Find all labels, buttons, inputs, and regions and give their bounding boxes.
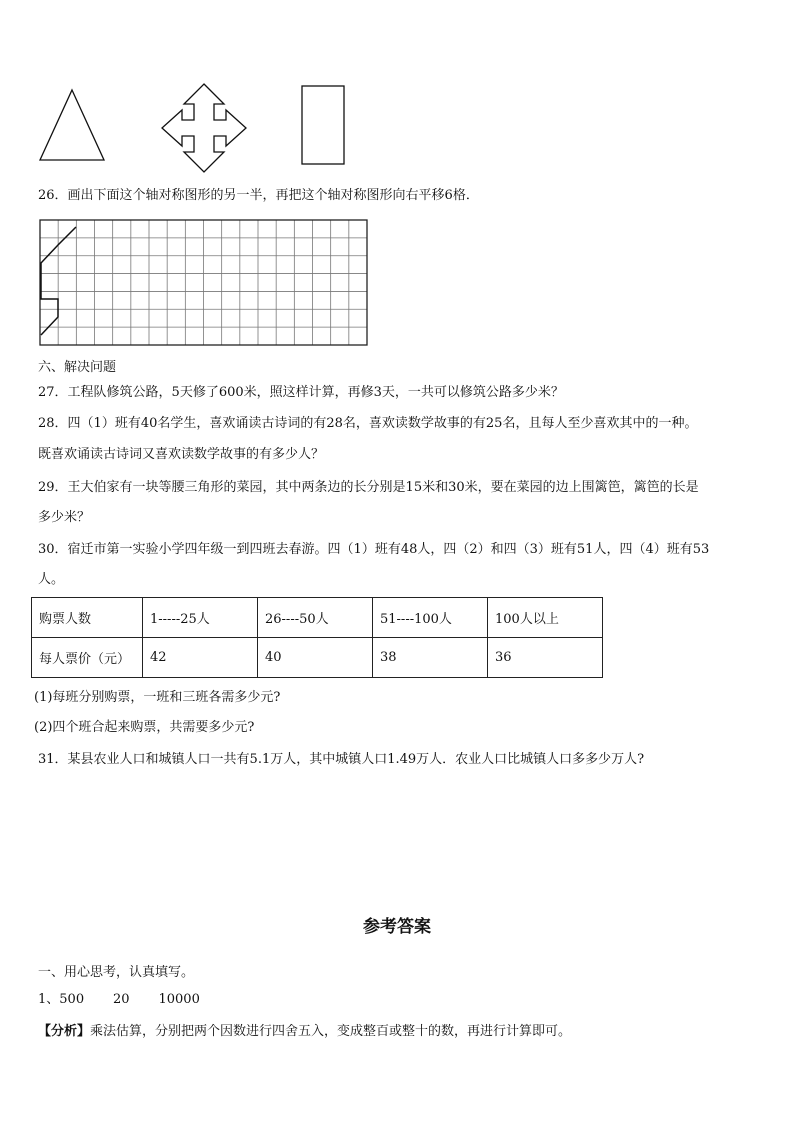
q29-line1: 29．王大伯家有一块等腰三角形的菜园，其中两条边的长分别是15米和30米，要在菜园的边上围篱笆，篱笆的长是	[38, 480, 699, 495]
q26-text: 26．画出下面这个轴对称图形的另一半，再把这个轴对称图形向右平移6格．	[38, 188, 479, 203]
q30-sub2: (2)四个班合起来购票，共需要多少元?	[34, 720, 255, 735]
table-row	[32, 638, 603, 678]
table-cell: 40	[258, 638, 373, 678]
ticket-price-table	[31, 597, 603, 678]
analysis-text: 乘法估算，分别把两个因数进行四舍五入，变成整百或整十的数，再进行计算即可。	[90, 1024, 572, 1039]
rectangle-shape	[300, 84, 346, 166]
q30-line1: 30．宿迁市第一实验小学四年级一到四班去春游。四（1）班有48人，四（2）和四（3）班有51人，四（4）班有53	[38, 542, 710, 557]
q31-text: 31．某县农业人口和城镇人口一共有5.1万人，其中城镇人口1.49万人．农业人口比城镇人口多多少万人?	[38, 752, 645, 767]
answers-section-1: 一、用心思考，认真填写。	[38, 965, 195, 980]
table-cell: 1-----25人	[143, 598, 258, 638]
triangle-shape	[38, 88, 106, 162]
q29-line2: 多少米？	[38, 510, 91, 525]
table-cell: 36	[488, 638, 603, 678]
q30-sub1: (1)每班分别购票，一班和三班各需多少元?	[34, 690, 281, 705]
table-cell: 每人票价（元）	[32, 638, 143, 678]
analysis-line	[38, 1024, 571, 1040]
table-row	[32, 598, 603, 638]
table-cell: 51----100人	[373, 598, 488, 638]
table-cell: 100人以上	[488, 598, 603, 638]
analysis-tag: 【分析】	[38, 1024, 91, 1039]
answer-1: 1、500 20 10000	[38, 992, 200, 1007]
four-arrow-shape	[160, 82, 248, 174]
table-cell: 26----50人	[258, 598, 373, 638]
q27-text: 27．工程队修筑公路，5天修了600米，照这样计算，再修3天，一共可以修筑公路多少米？	[38, 385, 564, 400]
section-6-heading: 六、解决问题	[38, 360, 117, 375]
q26-grid[interactable]	[38, 218, 370, 348]
q30-line2: 人。	[38, 572, 65, 587]
table-cell: 购票人数	[32, 598, 143, 638]
answers-title: 参考答案	[363, 917, 431, 937]
q28-line1: 28．四（1）班有40名学生，喜欢诵读古诗词的有28名，喜欢读数学故事的有25名，且每人至少喜欢其中的一种。	[38, 416, 698, 431]
table-cell: 42	[143, 638, 258, 678]
q28-line2: 既喜欢诵读古诗词又喜欢读数学故事的有多少人？	[38, 447, 325, 462]
table-cell: 38	[373, 638, 488, 678]
